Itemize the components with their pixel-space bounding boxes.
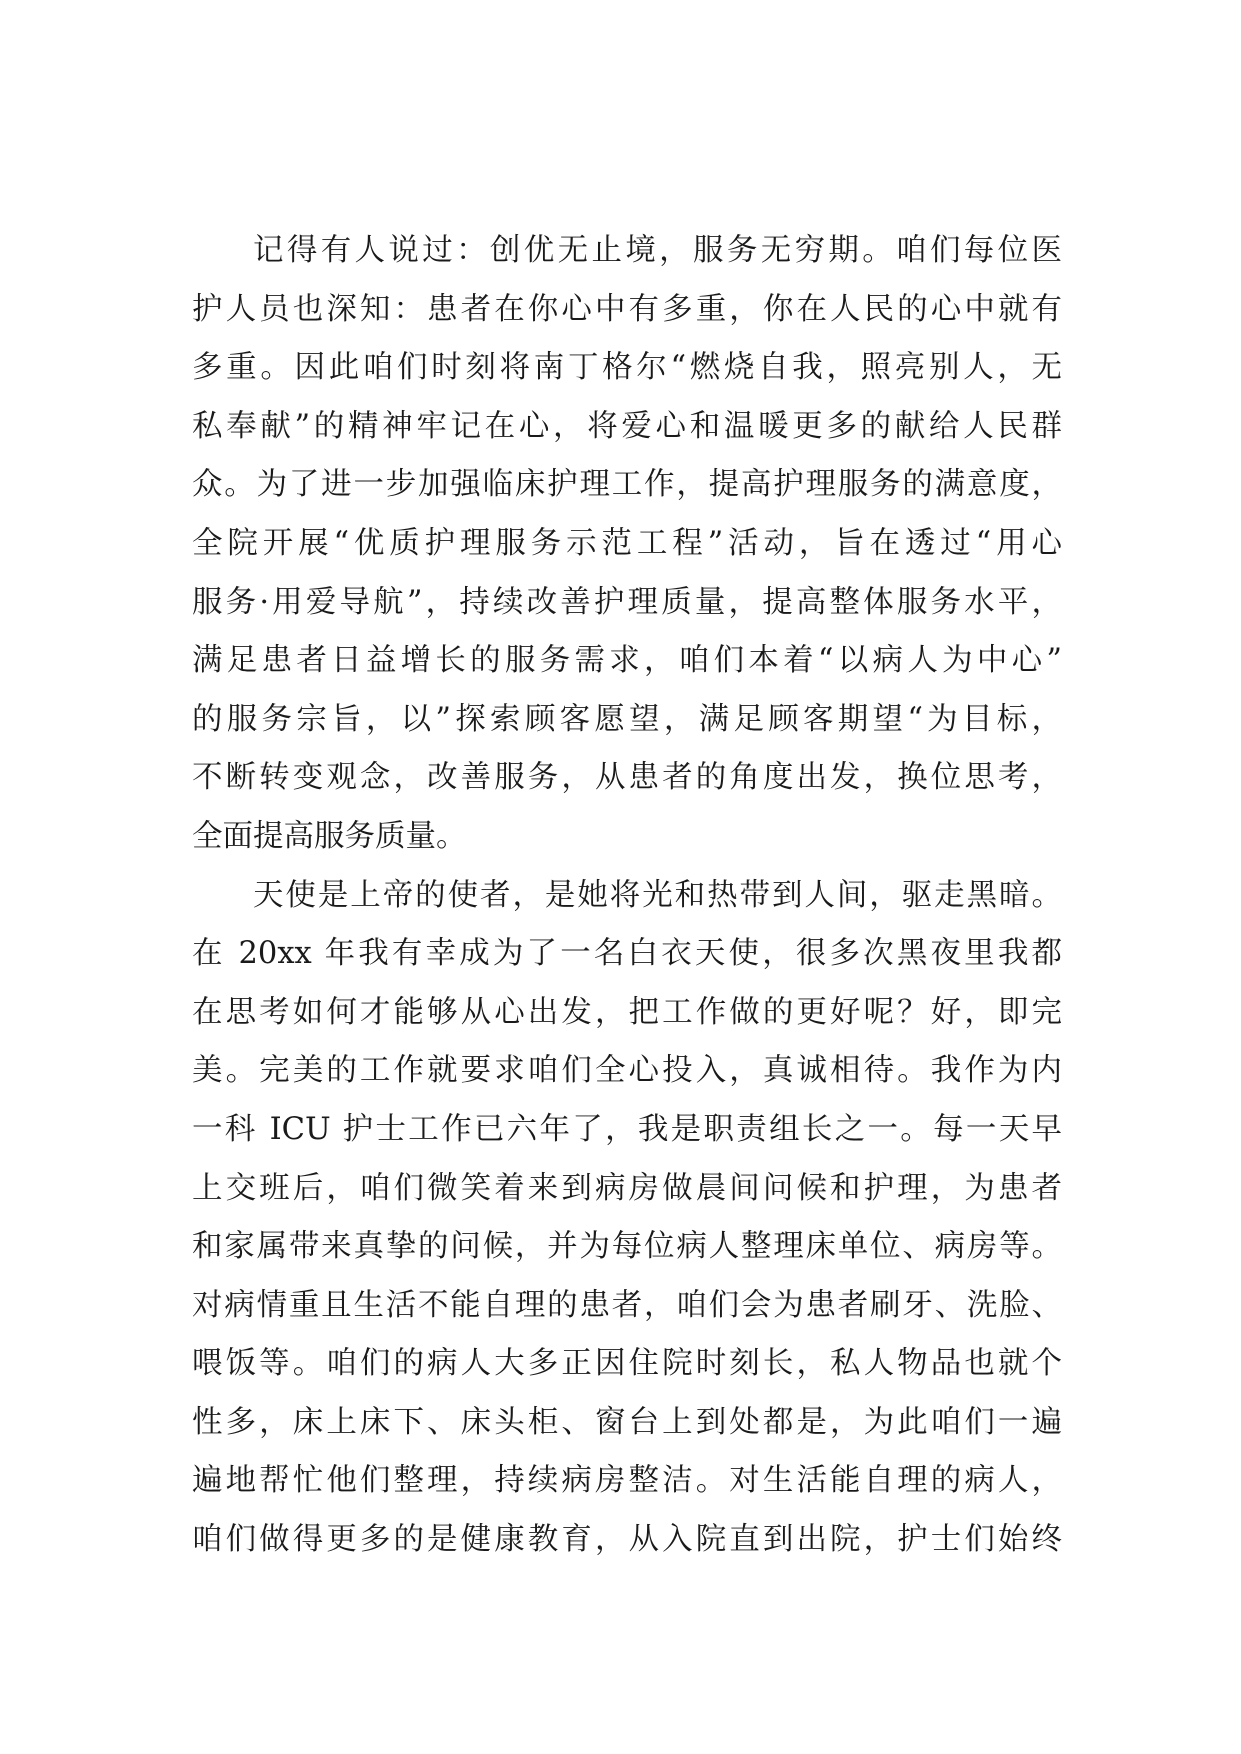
text-line: 全面提高服务质量。 — [192, 818, 467, 854]
text-line: 天使是上帝的使者，是她将光和热带到人间，驱走黑暗。 — [253, 877, 1062, 913]
text-line: 在思考如何才能够从心出发，把工作做的更好呢？好，即完 — [192, 994, 1062, 1030]
text-line: 咱们做得更多的是健康教育，从入院直到出院，护士们始终 — [192, 1522, 1062, 1558]
text-line: 美。完美的工作就要求咱们全心投入，真诚相待。我作为内 — [192, 1053, 1062, 1089]
text-line: 性多，床上床下、床头柜、窗台上到处都是，为此咱们一遍 — [192, 1404, 1062, 1440]
text-line: 喂饭等。咱们的病人大多正因住院时刻长，私人物品也就个 — [192, 1346, 1062, 1382]
text-line: 众。为了进一步加强临床护理工作，提高护理服务的满意度， — [192, 467, 1062, 503]
text-line: 满足患者日益增长的服务需求，咱们本着“以病人为中心” — [192, 643, 1062, 679]
text-line: 多重。因此咱们时刻将南丁格尔“燃烧自我，照亮别人，无 — [192, 350, 1062, 386]
paragraph-2 — [192, 867, 1062, 1570]
text-line: 上交班后，咱们微笑着来到病房做晨间问候和护理，为患者 — [192, 1170, 1062, 1206]
text-line: 服务·用爱导航”，持续改善护理质量，提高整体服务水平， — [192, 584, 1062, 620]
text-line: 遍地帮忙他们整理，持续病房整洁。对生活能自理的病人， — [192, 1463, 1062, 1499]
text-line: 私奉献”的精神牢记在心，将爱心和温暖更多的献给人民群 — [192, 408, 1062, 444]
text-line: 和家属带来真挚的问候，并为每位病人整理床单位、病房等。 — [192, 1229, 1062, 1265]
paragraph-1 — [192, 222, 1062, 867]
text-line: 记得有人说过：创优无止境，服务无穷期。咱们每位医 — [253, 233, 1062, 268]
text-line: 的服务宗旨，以”探索顾客愿望，满足顾客期望“为目标， — [192, 701, 1062, 737]
text-line: 在 20xx 年我有幸成为了一名白衣天使，很多次黑夜里我都 — [192, 936, 1062, 972]
text-line: 护人员也深知：患者在你心中有多重，你在人民的心中就有 — [192, 291, 1062, 327]
text-line: 不断转变观念，改善服务，从患者的角度出发，换位思考， — [192, 760, 1062, 796]
text-line: 一科 ICU 护士工作已六年了，我是职责组长之一。每一天早 — [192, 1111, 1062, 1147]
text-line: 全院开展“优质护理服务示范工程”活动，旨在透过“用心 — [192, 525, 1062, 561]
text-line: 对病情重且生活不能自理的患者，咱们会为患者刷牙、洗脸、 — [192, 1287, 1062, 1323]
document-body — [192, 222, 1062, 1570]
